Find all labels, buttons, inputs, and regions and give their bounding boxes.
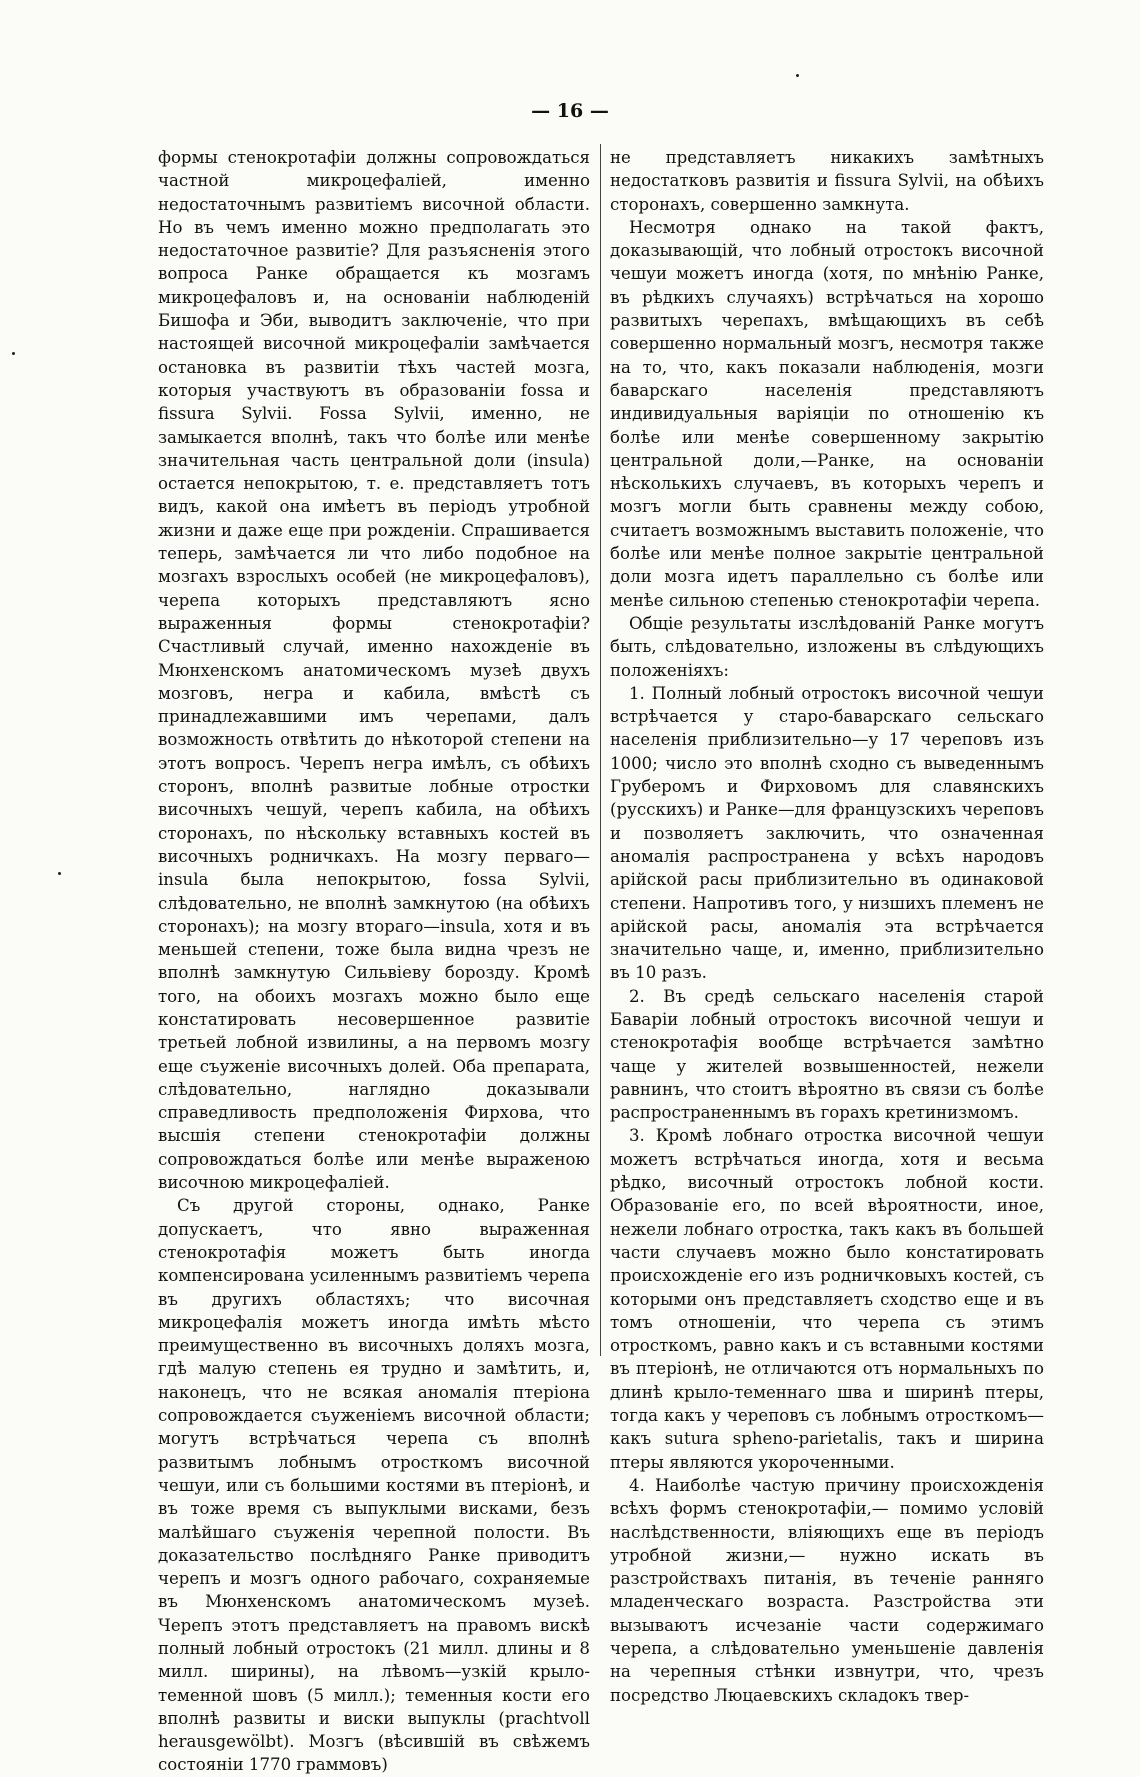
paragraph: Общіе результаты изслѣдованій Ранке могутъ быть, слѣдовательно, изложены въ слѣдующихъ положеніяхъ: xyxy=(610,613,1044,680)
paragraph: не представляетъ никакихъ замѣтныхъ недостатковъ развитія и fissura Sylvii, на обѣихъ сторонахъ, совершенно замкнута. xyxy=(610,148,1044,214)
left-column xyxy=(158,146,590,1777)
paragraph: Съ другой стороны, однако, Ранке допускаетъ, что явно выраженная стенокротафія можетъ быть иногда компенсирована усиленнымъ развитіемъ черепа въ другихъ областяхъ; что височная микроцефалія можетъ иногда имѣть мѣсто преимущественно въ височныхъ доляхъ мозга, гдѣ малую степень ея трудно и замѣтить, и, наконецъ, что не всякая аномалія птеріона сопровождается съуженіемъ височной области; могутъ встрѣчаться черепа съ вполнѣ развитымъ лобнымъ отросткомъ височной чешуи, или съ большими костями въ птеріонѣ, и въ тоже время съ выпуклыми висками, безъ малѣйшаго съуженія черепной полости. Въ доказательство послѣдняго Ранке приводитъ черепъ и мозгъ одного рабочаго, сохраняемые въ Мюнхенскомъ анатомическомъ музеѣ. Черепъ этотъ представляетъ на правомъ вискѣ полный лобный отростокъ (21 милл. длины и 8 милл. ширины), на лѣвомъ—узкій крыло-теменной шовъ (5 милл.); теменныя кости его вполнѣ развиты и виски выпуклы (prachtvoll herausgewölbt). Мозгъ (вѣсившій въ свѣжемъ состояніи 1770 граммовъ) xyxy=(158,1196,590,1775)
scan-speck xyxy=(12,352,15,355)
paragraph: 1. Полный лобный отростокъ височной чешуи встрѣчается у старо-баварскаго сельскаго населенія приблизительно—у 17 череповъ изъ 1000; число это вполнѣ сходно съ выведеннымъ Груберомъ и Фирховомъ для славянскихъ (русскихъ) и Ранке—для французскихъ череповъ и позволяетъ заключить, что означенная аномалія распространена у всѣхъ народовъ арійской расы приблизительно въ одинаковой степени. Напротивъ того, у низшихъ племенъ не арійской расы, аномалія эта встрѣчается значительно чаще, и, именно, приблизительно въ 10 разъ. xyxy=(610,683,1044,983)
column-divider xyxy=(600,144,601,1356)
paragraph: 4. Наиболѣе частую причину происхожденія всѣхъ формъ стенокротафіи,— помимо условій наслѣдственности, вліяющихъ еще въ періодъ утробной жизни,— нужно искать въ разстройствахъ питанія, въ теченіе ранняго младенческаго возраста. Разстройства эти вызываютъ исчезаніе части содержимаго черепа, а слѣдовательно уменьшеніе давленія на черепныя стѣнки извнутри, что, чрезъ посредство Люцаевскихъ складокъ твер- xyxy=(610,1475,1044,1705)
right-column xyxy=(610,146,1044,1707)
page-number: — 16 — xyxy=(531,100,609,122)
scan-speck xyxy=(796,74,799,77)
paragraph: формы стенокротафіи должны сопровождаться частной микроцефаліей, именно недостаточнымъ развитіемъ височной области. Но въ чемъ именно можно предполагать это недостаточное развитіе? Для разъясненія этого вопроса Ранке обращается къ мозгамъ микроцефаловъ и, на основаніи наблюденій Бишофа и Эби, выводитъ заключеніе, что при настоящей височной микроцефаліи замѣчается остановка въ развитіи тѣхъ частей мозга, которыя участвуютъ въ образованіи fossa и fissura Sylvii. Fossa Sylvii, именно, не замыкается вполнѣ, такъ что болѣе или менѣе значительная часть центральной доли (insula) остается непокрытою, т. е. представляетъ тотъ видъ, какой она имѣетъ въ періодъ утробной жизни и даже еще при рожденіи. Спрашивается теперь, замѣчается ли что либо подобное на мозгахъ взрослыхъ особей (не микроцефаловъ), черепа которыхъ представляютъ ясно выраженныя формы стенокротафіи? Счастливый случай, именно нахожденіе въ Мюнхенскомъ анатомическомъ музеѣ двухъ мозговъ, негра и кабила, вмѣстѣ съ принадлежавшими имъ черепами, далъ возможность отвѣтить до нѣкоторой степени на этотъ вопросъ. Черепъ негра имѣлъ, съ обѣихъ сторонъ, вполнѣ развитые лобные отростки височныхъ чешуй, черепъ кабила, на обѣихъ сторонахъ, по нѣскольку вставныхъ костей въ височныхъ родничкахъ. На мозгу перваго— insula была непокрытою, fossa Sylvii, слѣдовательно, не вполнѣ замкнутою (на обѣихъ сторонахъ); на мозгу втораго—insula, хотя и въ меньшей степени, тоже была видна чрезъ не вполнѣ замкнутую Сильвіеву борозду. Кромѣ того, на обоихъ мозгахъ можно было еще констатировать несовершенное развитіе третьей лобной извилины, а на первомъ мозгу еще съуженіе височныхъ долей. Оба препарата, слѣдовательно, наглядно доказывали справедливость предположенія Фирхова, что высшія степени стенокротафіи должны сопровождаться болѣе или менѣе выраженою височною микроцефаліей. xyxy=(158,148,590,1193)
scan-speck xyxy=(58,872,61,875)
paragraph: 3. Кромѣ лобнаго отростка височной чешуи можетъ встрѣчаться иногда, хотя и весьма рѣдко, височный отростокъ лобной кости. Образованіе его, по всей вѣроятности, иное, нежели лобнаго отростка, такъ какъ въ большей части случаевъ можно было констатировать происхожденіе его изъ родничковыхъ костей, съ которыми онъ представляетъ сходство еще и въ томъ отношеніи, что черепа съ этимъ отросткомъ, равно какъ и съ вставными костями въ птеріонѣ, не отличаются отъ нормальныхъ по длинѣ крыло-теменнаго шва и ширинѣ птеры, тогда какъ у череповъ съ лобнымъ отросткомъ—какъ sutura spheno-parietalis, такъ и ширина птеры являются укороченными. xyxy=(610,1126,1044,1472)
paragraph: Несмотря однако на такой фактъ, доказывающій, что лобный отростокъ височной чешуи можетъ иногда (хотя, по мнѣнію Ранке, въ рѣдкихъ случаяхъ) встрѣчаться на хорошо развитыхъ черепахъ, вмѣщающихъ въ себѣ совершенно нормальный мозгъ, несмотря также на то, что, какъ показали наблюденія, мозги баварскаго населенія представляютъ индивидуальныя варіяціи по отношенію къ болѣе или менѣе совершенному закрытію центральной доли,—Ранке, на основаніи нѣсколькихъ случаевъ, въ которыхъ черепъ и мозгъ могли быть сравнены между собою, считаетъ возможнымъ выставить положеніе, что болѣе или менѣе полное закрытіе центральной доли мозга идетъ параллельно съ болѣе или менѣе сильною степенью стенокротафіи черепа. xyxy=(610,217,1044,610)
paragraph: 2. Въ средѣ сельскаго населенія старой Баваріи лобный отростокъ височной чешуи и стенокротафія вообще встрѣчается замѣтно чаще у жителей возвышенностей, нежели равнинъ, что стоитъ вѣроятно въ связи съ болѣе распространеннымъ въ горахъ кретинизмомъ. xyxy=(610,986,1044,1123)
